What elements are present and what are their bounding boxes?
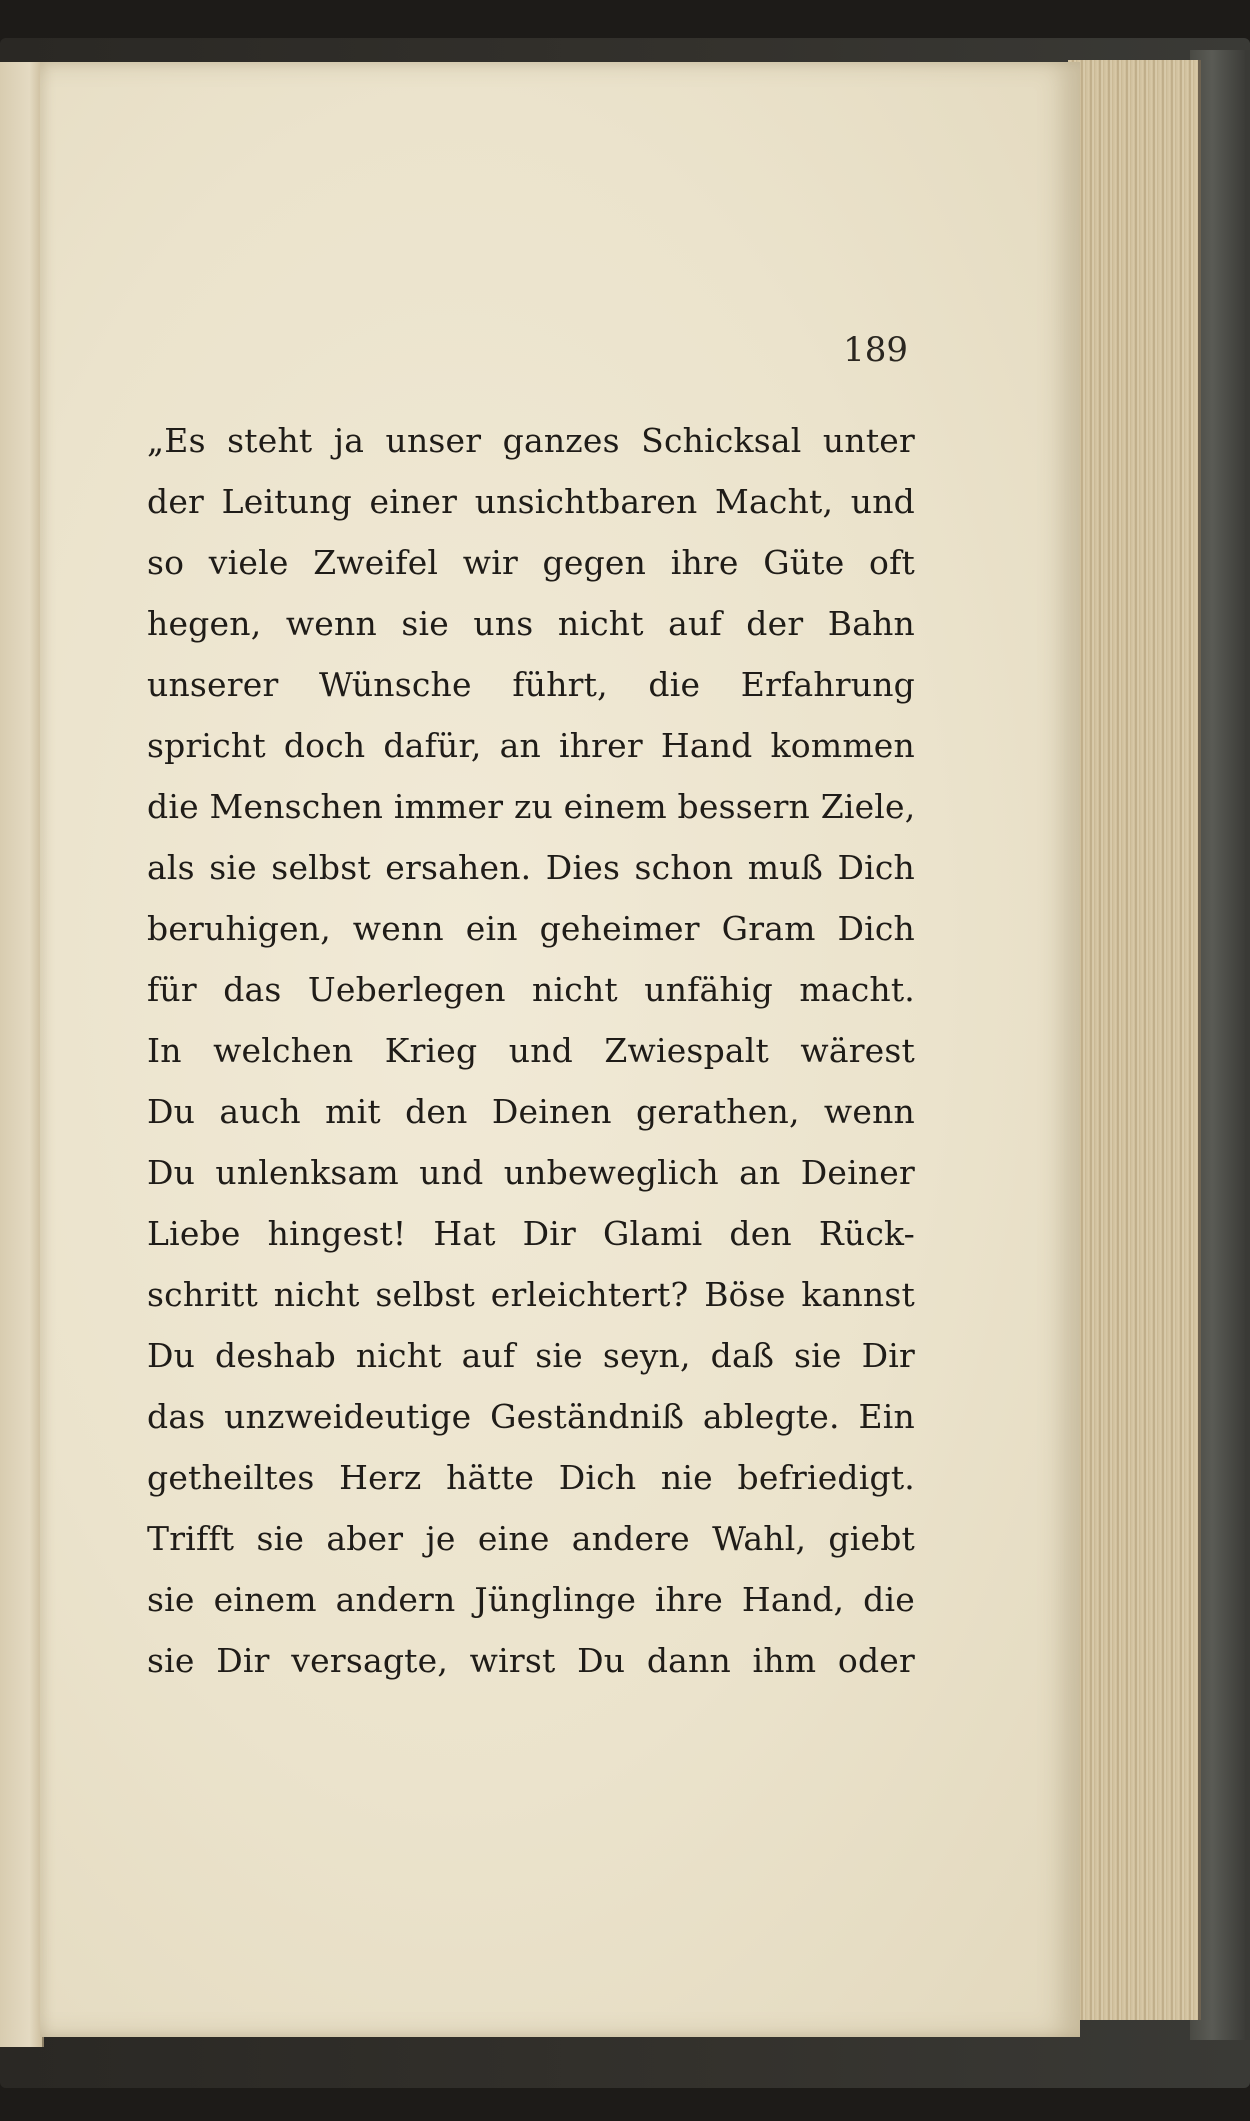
previous-page-strip — [0, 62, 44, 2047]
text-line: Trifft sie aber je eine andere Wahl, giebt — [147, 1519, 915, 1558]
text-line: spricht doch dafür, an ihrer Hand kommen — [147, 726, 915, 765]
text-line: so viele Zweifel wir gegen ihre Güte oft — [147, 543, 915, 582]
text-line: beruhigen, wenn ein geheimer Gram Dich — [147, 909, 915, 948]
text-line: Du unlenksam und unbeweglich an Deiner — [147, 1153, 915, 1192]
text-line: sie Dir versagte, wirst Du dann ihm oder — [147, 1641, 915, 1680]
text-line: das unzweideutige Geständniß ablegte. Ein — [147, 1397, 915, 1436]
text-line: unserer Wünsche führt, die Erfahrung — [147, 665, 915, 704]
text-line: der Leitung einer unsichtbaren Macht, und — [147, 482, 915, 521]
text-line: Du deshab nicht auf sie seyn, daß sie Dir — [147, 1336, 915, 1375]
text-line: sie einem andern Jünglinge ihre Hand, die — [147, 1580, 915, 1619]
text-line: Du auch mit den Deinen gerathen, wenn — [147, 1092, 915, 1131]
text-line: hegen, wenn sie uns nicht auf der Bahn — [147, 604, 915, 643]
text-line: In welchen Krieg und Zwiespalt wärest — [147, 1031, 915, 1070]
text-line: für das Ueberlegen nicht unfähig macht. — [147, 970, 915, 1009]
text-line: als sie selbst ersahen. Dies schon muß Dich — [147, 848, 915, 887]
page-number: 189 — [843, 330, 908, 370]
text-line: getheiltes Herz hätte Dich nie befriedigt. — [147, 1458, 915, 1497]
page-edges — [1068, 60, 1201, 2020]
text-line: „Es steht ja unser ganzes Schicksal unter — [147, 421, 915, 460]
text-line: die Menschen immer zu einem bessern Ziele, — [147, 787, 916, 826]
text-line: Liebe hingest! Hat Dir Glami den Rück- — [147, 1214, 915, 1253]
book-page — [40, 62, 1080, 2037]
text-line: schritt nicht selbst erleichtert? Böse kannst — [147, 1275, 915, 1314]
page-text — [147, 410, 915, 1691]
